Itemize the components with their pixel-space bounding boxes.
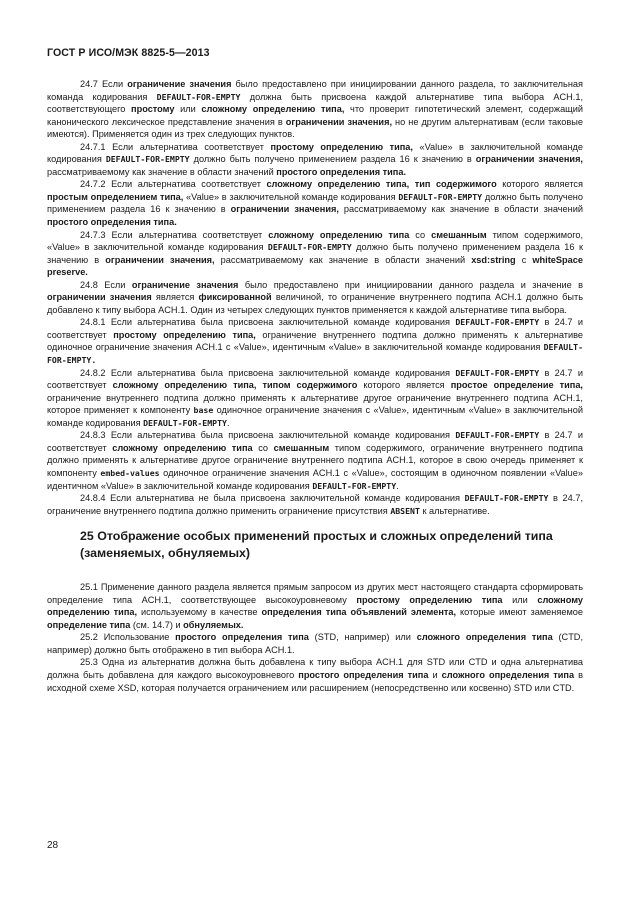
bold-term: сложному определению типа, тип содержимого — [266, 179, 497, 190]
text-run: со — [252, 442, 274, 453]
text-run: должно быть получено применением раздела 16 к значению в — [47, 191, 583, 215]
text-run: типом содержимого, «Value» в заключительной команде кодирования — [47, 229, 584, 253]
bold-term: ограничении значения, — [105, 254, 215, 265]
bold-term: xsd:string — [471, 254, 516, 265]
bold-term: сложного определения типа — [441, 669, 575, 680]
text-run: (CTD, например) должно быть отображено в тип выбора ACH.1. — [47, 632, 583, 655]
bold-term: сложного определения типа — [416, 632, 553, 643]
paragraph — [47, 631, 583, 656]
bold-term: простым определением типа, — [47, 191, 184, 202]
text-run: с — [515, 254, 533, 265]
text-run: должна быть присвоена каждой альтернативе типа выбора ACH.1, соответствующего — [47, 91, 583, 115]
paragraph — [47, 78, 583, 141]
bold-term: простого определения типа — [298, 669, 429, 680]
bold-term: ограничение значения — [127, 79, 232, 89]
text-run: 24.8.2 Если альтернатива была присвоена заключительной команде кодирования — [80, 367, 456, 378]
text-run: но не другим альтернативам (если таковые имеются). Применяется один из трех следующих пунктов. — [47, 116, 583, 140]
paragraph — [47, 581, 583, 631]
text-run: является — [151, 292, 199, 303]
bold-term: ограничении значения, — [285, 116, 392, 127]
paragraph — [47, 141, 583, 179]
text-run: в 24.7 и соответствует — [47, 317, 583, 340]
code-term: DEFAULT-FOR-EMPTY — [398, 191, 483, 202]
bold-term: сложному определению типа, типом содержимого — [112, 380, 358, 391]
code-term: DEFAULT-FOR-EMPTY. — [47, 342, 583, 366]
text-run: к альтернативе. — [419, 505, 490, 516]
page-number: 28 — [47, 840, 59, 851]
bold-term: простое определение типа, — [450, 380, 583, 391]
code-term: DEFAULT-FOR-EMPTY — [312, 480, 397, 491]
code-term: DEFAULT-FOR-EMPTY — [156, 91, 241, 102]
bold-term: определение типа — [47, 619, 131, 630]
text-run: что проверит гипотетический элемент, содержащий канонического лексическое представление значения в — [47, 104, 583, 127]
text-run: ограничение внутреннего подтипа должно применять к альтернативе другое ограничение внутреннего подтипа ACH.1, которое применяет к компоненту — [47, 392, 583, 416]
bold-term: сложному определению типа, — [201, 104, 345, 115]
bold-term: ограничении значения, — [230, 204, 339, 215]
text-run: рассматриваемому как значение в области значений — [338, 204, 583, 215]
bold-term: простому определению типа — [356, 594, 503, 605]
code-term: DEFAULT-FOR-EMPTY — [455, 367, 540, 378]
text-run: было предоставлено при инициировании данного раздела, то заключительная команда кодирования — [47, 79, 583, 102]
page-body — [47, 78, 583, 694]
bold-term: простого определения типа. — [47, 217, 177, 228]
text-run: 24.7.1 Если альтернатива соответствует — [80, 141, 271, 152]
text-run: которого является — [357, 380, 451, 391]
bold-term: сложному определению типа — [112, 442, 253, 453]
text-run: одиночное ограничение значения с «Value», идентичным «Value» в заключительной команде кодирования — [47, 405, 583, 428]
text-run: рассматриваемому как значение в области значений — [214, 254, 472, 265]
bold-term: ограничение значения — [131, 279, 239, 290]
bold-term: простому — [131, 104, 175, 115]
bold-term: определения типа объявлений элемента, — [261, 607, 457, 618]
text-run: в 24.7 и соответствует — [47, 430, 583, 453]
bold-term: простому определению типа, — [113, 329, 256, 340]
code-term: DEFAULT-FOR-EMPTY — [455, 317, 540, 328]
text-run: в 24.7 и соответствует — [47, 367, 583, 391]
bold-term: ограничении значения — [47, 292, 152, 303]
paragraph — [47, 316, 583, 366]
document-header: ГОСТ Р ИСО/МЭК 8825-5—2013 — [47, 47, 210, 59]
text-run: 25.1 Применение данного раздела является прямым запросом из других мест настоящего стандарта сформировать определение типа ACH.1, соответствующее высокоуровневому — [47, 582, 583, 605]
paragraph — [47, 429, 583, 492]
code-term: DEFAULT-FOR-EMPTY — [105, 154, 190, 165]
text-run: 24.8.1 Если альтернатива была присвоена заключительной команде кодирования — [80, 317, 456, 328]
text-run: которые имеют заменяемое — [456, 607, 583, 618]
text-run: типом содержимого, ограничение внутреннего подтипа должно применять к альтернативе другое ограничение внутреннего подтипа ACH.1, которое в свою очередь применяет к компоненту — [47, 442, 583, 478]
text-run: 25.3 Одна из альтернатив должна быть добавлена к типу выбора ACH.1 для STD или CTD и одна альтернатива должна быть добавлена для каждого высокоуровневого — [47, 657, 583, 680]
text-run: . — [226, 417, 230, 428]
bold-term: обнуляемых. — [183, 619, 244, 630]
code-term: base — [193, 405, 214, 416]
bold-term: whiteSpace preserve. — [47, 254, 583, 278]
text-run: которого является — [496, 179, 583, 190]
text-run: должно быть получено применением раздела 16 к значению в — [47, 242, 583, 265]
bold-term: простого определения типа. — [276, 166, 407, 177]
paragraph — [47, 178, 583, 228]
text-run: или — [502, 594, 538, 605]
paragraph — [47, 279, 583, 317]
text-run: (STD, например) или — [308, 632, 417, 643]
bold-term: смешанным — [273, 442, 330, 453]
text-run: было предоставлено при инициировании данного раздела и значение в — [238, 279, 583, 290]
text-run: величиной, то ограничение внутреннего подтипа ACH.1 должно быть добавлено к типу выбора ACH.1. Один из четырех следующих пунктов применяется к каждой альтернативе типа выбора. — [47, 292, 583, 315]
bold-term: простого определения типа — [175, 632, 309, 643]
text-run: и — [428, 669, 442, 680]
paragraph — [47, 656, 583, 694]
bold-term: сложному определению типа — [268, 229, 410, 240]
bold-term: сложному определению типа, — [47, 594, 583, 618]
paragraph — [47, 229, 583, 279]
code-term: DEFAULT-FOR-EMPTY — [267, 242, 352, 253]
code-term: embed-values — [100, 467, 160, 478]
section-25-title: 25 Отображение особых применений простых и сложных определений типа (заменяемых, обнуляемых) — [80, 529, 553, 561]
text-run: в исходной схеме XSD, которая получается ограничением или расширением (непосредственно или косвенно) STD или CTD. — [47, 669, 583, 693]
code-term: DEFAULT-FOR-EMPTY — [455, 430, 540, 441]
text-run: ограничение внутреннего подтипа должно применять к альтернативе одиночное ограничение значения ACH.1 с «Value», идентичным «Value» в заключительной команде кодирования — [47, 329, 583, 353]
text-run: «Value» в заключительной команде кодирования — [183, 191, 399, 202]
text-run: одиночное ограничение значения ACH.1 с «Value», состоящим в одиночном появлении «Value» идентичном «Value» в заключительной команде кодирования — [47, 467, 583, 491]
bold-term: смешанным — [431, 229, 487, 240]
paragraph — [47, 492, 583, 517]
code-term: DEFAULT-FOR-EMPTY — [464, 493, 549, 504]
code-term: DEFAULT-FOR-EMPTY — [143, 417, 227, 428]
text-run: 24.8 Если — [80, 279, 132, 290]
text-run: 24.8.3 Если альтернатива была присвоена заключительной команде кодирования — [80, 430, 456, 441]
text-run: . — [396, 480, 399, 491]
text-run: 25.2 Использование — [80, 632, 176, 643]
text-run: 24.7 Если — [80, 79, 128, 89]
code-term: ABSENT — [390, 505, 420, 516]
text-run: со — [409, 229, 432, 240]
text-run: 24.8.4 Если альтернатива не была присвоена заключительной команде кодирования — [80, 493, 465, 504]
text-run: в 24.7, ограничение внутреннего подтипа должно применить ограничение присутствия — [47, 493, 583, 516]
text-run: должно быть получено применением раздела 16 к значению в — [189, 154, 476, 165]
text-run: (см. 14.7) и — [130, 619, 184, 630]
text-run: 24.7.2 Если альтернатива соответствует — [80, 179, 267, 190]
paragraph — [47, 367, 583, 430]
bold-term: ограничении значения, — [475, 154, 583, 165]
text-run: используемому в качестве — [137, 607, 262, 618]
bold-term: фиксированной — [198, 292, 272, 303]
text-run: «Value» в заключительной команде кодирования — [47, 141, 583, 165]
text-run: 24.7.3 Если альтернатива соответствует — [80, 229, 269, 240]
clause-24-text — [47, 78, 583, 517]
clause-25-text — [47, 581, 583, 694]
text-run: или — [174, 104, 202, 115]
bold-term: простому определению типа, — [270, 141, 413, 152]
text-run: рассматриваемому как значение в области значений — [47, 166, 277, 177]
